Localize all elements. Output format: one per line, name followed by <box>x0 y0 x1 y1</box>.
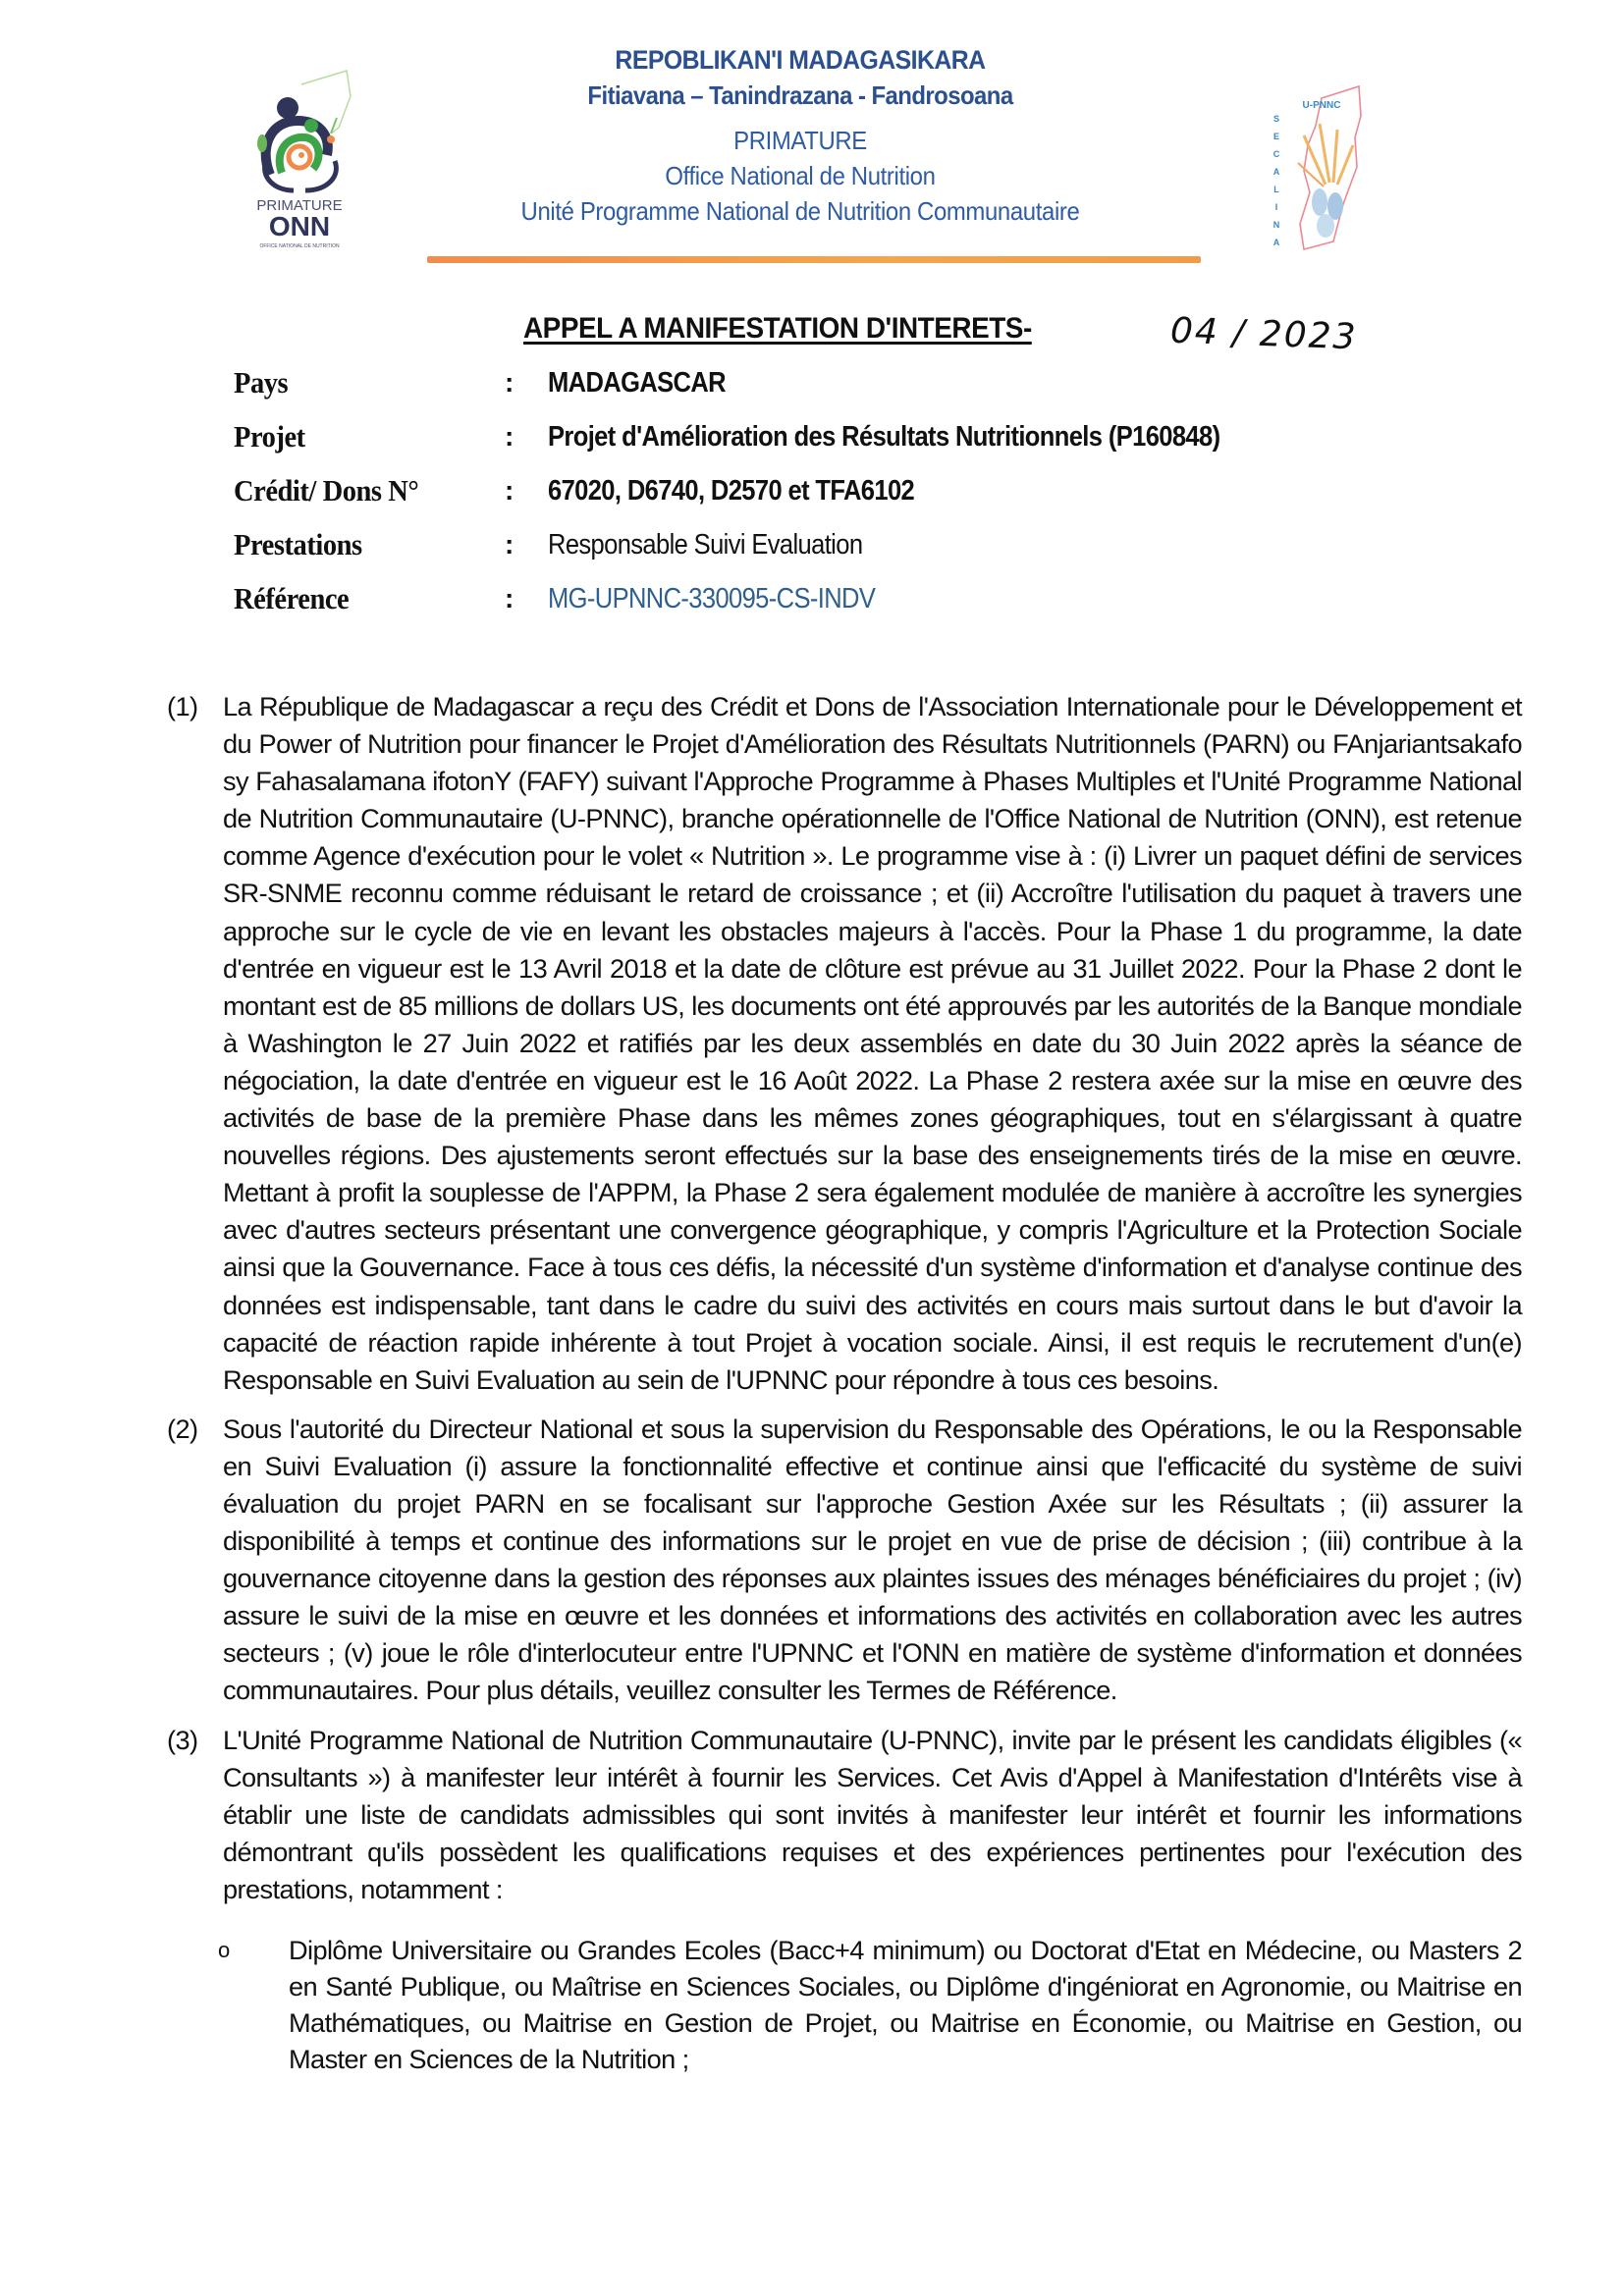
info-label: Crédit/ Dons N° <box>234 473 419 507</box>
svg-text:E: E <box>1272 132 1280 141</box>
paragraph-number: (1) <box>167 691 198 721</box>
national-motto: Fitiavana – Tanindrazana - Fandrosoana <box>587 80 1013 110</box>
title-handwritten-number: 04 / 2023 <box>1169 310 1359 358</box>
office-line: Office National de Nutrition <box>665 161 936 190</box>
paragraph-text: La République de Madagascar a reçu des Crédit et Dons de l'Association Internationale pour le Développement et du Power of Nutrition pour financer le Projet d'Amélioration des Résultats Nutritionnels (PARN) ou FAnjariantsakafo sy Fahasalamana ifotonY (FAFY) suivant l'Approche Programme à Phases Multiples et l'Unité Programme National de Nutrition Communautaire (U-PNNC), branche opérationnelle de l'Office National de Nutrition (ONN), est retenue comme Agence d'exécution pour le volet « Nutrition ». Le programme vise à : (i) Livrer un paquet défini de services SR-SNME reconnu comme réduisant le retard de croissance ; et (ii) Accroître l'utilisation du paquet à travers une approche sur le cycle de vie en levant les obstacles majeurs à l'accès. Pour la Phase 1 du programme, la date d'entrée en vigueur est le 13 Avril 2018 et la date de clôture est prévue au 31 Juillet 2022. Pour la Phase 2 dont le montant est de 85 millions de dollars US, les documents ont été approuvés par les autorités de la Banque mondiale à Washington le 27 Juin 2022 et ratifiés par les deux assemblés en date du 30 Juin 2022 après la séance de négociation, la date d'entrée en vigueur est le 16 Août 2022. La Phase 2 restera axée sur la mise en œuvre des activités de base de la première Phase dans les mêmes zones géographiques, tout en s'élargissant à quatre nouvelles régions. Des ajustements seront effectués sur la base des enseignements tirés de la mise en œuvre. Mettant à profit la souplesse de l'APPM, la Phase 2 sera également modulée de manière à accroître les synergies avec d'autres secteurs présentant une convergence géographique, y compris l'Agriculture et la Protection Sociale ainsi que la Gouvernance. Face à tous ces défis, la nécessité d'un système d'information et d'analyse continue des données est indispensable, tant dans le cadre du suivi des activités en cours mais surtout dans le but d'avoir la capacité de réaction rapide inhérente à tout Projet à vocation sociale. Ainsi, il est requis le recrutement d'un(e) Responsable en Suivi Evaluation au sein de l'UPNNC pour répondre à tous ces besoins. <box>223 691 1522 1395</box>
info-label: Projet <box>234 419 305 454</box>
info-value: Projet d'Amélioration des Résultats Nutritionnels (P160848) <box>548 421 1220 453</box>
list-item-text: Diplôme Universitaire ou Grandes Ecoles (Bacc+4 minimum) ou Doctorat d'Etat en Médecine, ou Masters 2 en Santé Publique, ou Maîtrise en Sciences Sociales, ou Diplôme d'ingéniorat en Agronomie, ou Maitrise en Mathématiques, ou Maitrise en Gestion de Projet, ou Maitrise en Économie, ou Maitrise en Gestion, ou Master en Sciences de la Nutrition ; <box>289 1935 1522 2074</box>
document-title <box>523 312 1070 346</box>
onn-logo <box>241 67 358 253</box>
svg-text:A: A <box>1272 238 1280 247</box>
svg-text:C: C <box>1272 149 1280 159</box>
svg-text:N: N <box>1272 220 1280 230</box>
info-label: Pays <box>234 365 289 400</box>
list-item <box>218 1932 1522 2077</box>
document-body <box>167 688 1522 2077</box>
paragraph-3 <box>167 1722 1522 1908</box>
paragraph-1 <box>167 688 1522 1399</box>
republic-name: REPOBLIKAN'I MADAGASIKARA <box>615 45 986 75</box>
qualifications-list <box>167 1932 1522 2077</box>
info-colon: : <box>505 475 514 506</box>
paragraph-number: (3) <box>167 1724 198 1755</box>
paragraph-text: L'Unité Programme National de Nutrition Communautaire (U-PNNC), invite par le présent les candidats éligibles (« Consultants ») à manifester leur intérêt à fournir les Services. Cet Avis d'Appel à Manifestation d'Intérêts vise à établir une liste de candidats admissibles qui sont invités à manifester leur intérêt et fournir les informations démontrant qu'ils possèdent les qualifications requises et des expériences pertinentes pour l'exécution des prestations, notamment : <box>223 1724 1522 1904</box>
svg-text:I: I <box>1274 202 1278 212</box>
info-colon: : <box>505 367 514 398</box>
onn-logo-icon <box>241 67 358 253</box>
info-colon: : <box>505 421 514 452</box>
svg-text:L: L <box>1273 185 1279 194</box>
primature-line: PRIMATURE <box>733 126 867 155</box>
unit-line: Unité Programme National de Nutrition Communautaire <box>520 196 1080 226</box>
onn-logo-primature-text: PRIMATURE <box>256 197 343 214</box>
letterhead <box>0 0 1624 285</box>
info-value: 67020, D6740, D2570 et TFA6102 <box>548 475 915 507</box>
onn-logo-onn-text: ONN <box>268 211 331 241</box>
upnnc-secalina-logo-icon <box>1265 77 1368 263</box>
info-value: MADAGASCAR <box>548 367 726 399</box>
secalina-vertical-text <box>1273 114 1280 247</box>
header-divider <box>427 256 1201 263</box>
info-colon: : <box>505 529 514 560</box>
info-value-reference: MG-UPNNC-330095-CS-INDV <box>548 583 876 614</box>
letterhead-center <box>442 47 1159 224</box>
bullet-circle-icon: o <box>218 1938 230 1962</box>
paragraph-2 <box>167 1411 1522 1710</box>
title-printed: APPEL A MANIFESTATION D'INTERETS- <box>523 312 1032 345</box>
info-colon: : <box>505 583 514 614</box>
paragraph-number: (2) <box>167 1413 198 1444</box>
info-label: Prestations <box>234 527 362 561</box>
onn-logo-subtitle-text: OFFICE NATIONAL DE NUTRITION <box>259 243 340 249</box>
svg-text:A: A <box>1272 167 1280 177</box>
info-label: Référence <box>234 581 350 615</box>
svg-text:S: S <box>1272 114 1280 124</box>
info-value: Responsable Suivi Evaluation <box>548 529 863 561</box>
upnnc-logo-text: U-PNNC <box>1302 100 1341 111</box>
paragraph-text: Sous l'autorité du Directeur National et sous la supervision du Responsable des Opérations, le ou la Responsable en Suivi Evaluation (i) assure la fonctionnalité effective et continue ainsi que l'efficacité du système de suivi évaluation du projet PARN en se focalisant sur l'approche Gestion Axée sur les Résultats ; (ii) assurer la disponibilité à temps et continue des informations sur le projet en vue de prise de décision ; (iii) contribue à la gouvernance citoyenne dans la gestion des réponses aux plaintes issues des ménages bénéficiaires du projet ; (iv) assure le suivi de la mise en œuvre et les données et informations des activités en collaboration avec les autres secteurs ; (v) joue le rôle d'interlocuteur entre l'UPNNC et l'ONN en matière de système d'information et données communautaires. Pour plus détails, veuillez consulter les Termes de Référence. <box>223 1413 1522 1706</box>
upnnc-secalina-logo <box>1265 77 1368 263</box>
